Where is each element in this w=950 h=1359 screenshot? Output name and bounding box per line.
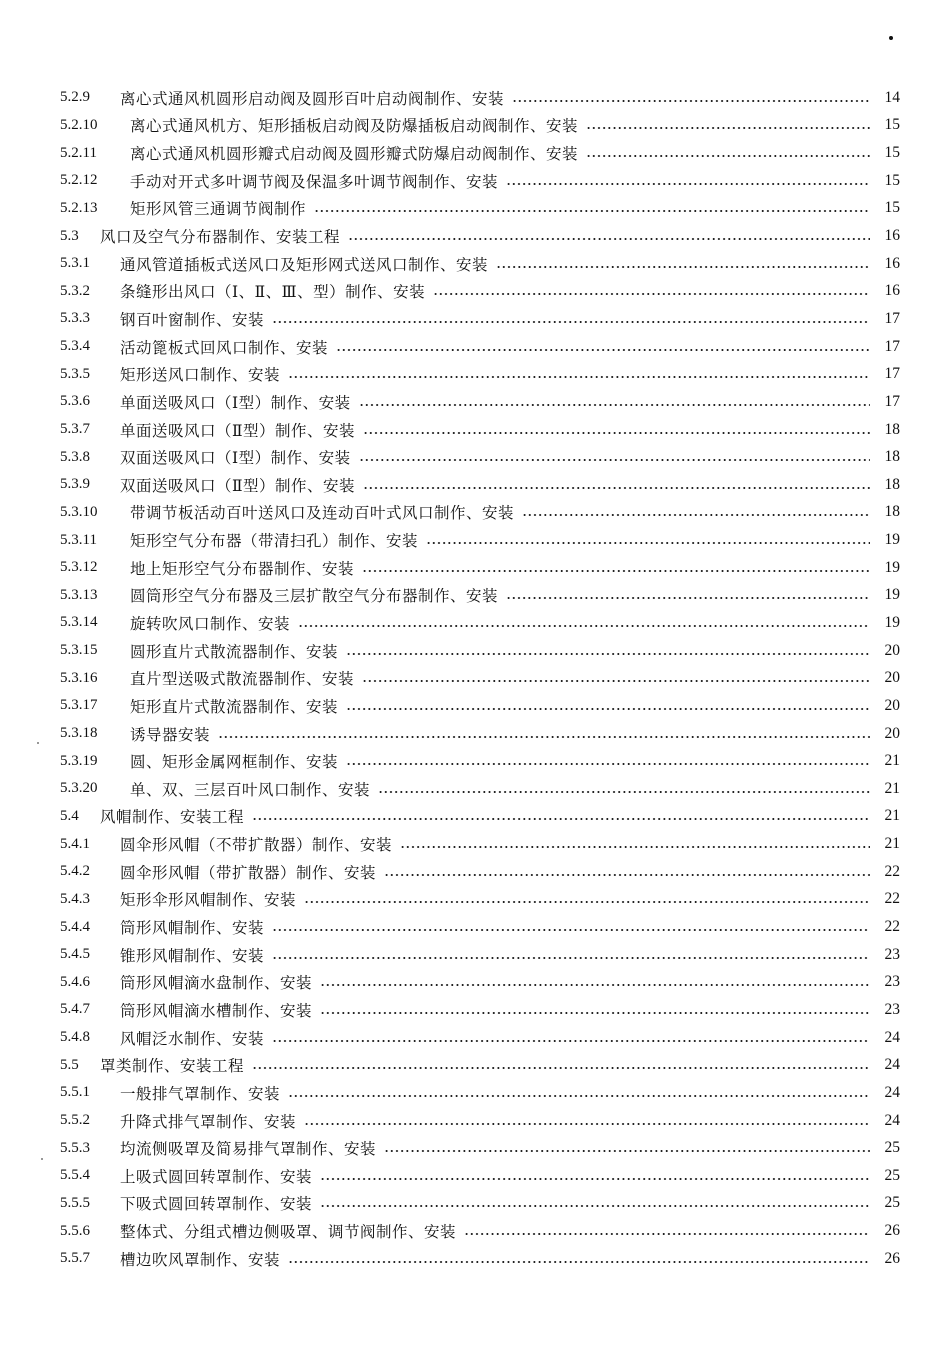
toc-entry-title: 矩形空气分布器（带清扫孔）制作、安装 (130, 532, 419, 551)
dot-leader (359, 404, 870, 406)
toc-entry-number: 5.3.20 (60, 780, 98, 797)
toc-subsection-entry[interactable] (60, 195, 900, 223)
dot-leader (320, 1012, 870, 1014)
toc-entry-number: 5.2.11 (60, 144, 97, 161)
dot-leader (384, 874, 870, 876)
toc-entry-page-number: 20 (884, 696, 900, 714)
dot-leader (320, 984, 870, 986)
dot-leader (512, 100, 870, 102)
toc-subsection-entry[interactable] (60, 913, 900, 941)
toc-entry-page-number: 26 (884, 1249, 900, 1267)
toc-subsection-entry[interactable] (60, 609, 900, 637)
dot-leader (320, 1178, 870, 1180)
dot-leader (272, 957, 870, 959)
table-of-contents (60, 84, 900, 1273)
toc-entry-number: 5.3.15 (60, 642, 98, 659)
dot-leader (464, 1233, 870, 1235)
toc-entry-page-number: 17 (884, 309, 900, 327)
toc-entry-page-number: 24 (884, 1111, 900, 1129)
dot-leader (272, 1040, 870, 1042)
dot-leader (426, 542, 870, 544)
toc-entry-number: 5.4.2 (60, 863, 90, 880)
toc-entry-title: 升降式排气罩制作、安装 (120, 1112, 297, 1131)
dot-leader (298, 625, 870, 627)
toc-entry-title: 矩形伞形风帽制作、安装 (120, 891, 297, 910)
toc-entry-page-number: 21 (884, 752, 900, 770)
toc-entry-title: 筒形风帽制作、安装 (120, 919, 265, 938)
toc-entry-page-number: 25 (884, 1194, 900, 1212)
toc-entry-page-number: 22 (884, 862, 900, 880)
toc-entry-title: 离心式通风机圆形启动阀及圆形百叶启动阀制作、安装 (120, 89, 505, 108)
dot-leader (218, 736, 870, 738)
dot-leader (400, 846, 870, 848)
dot-leader (304, 1123, 870, 1125)
toc-entry-page-number: 26 (884, 1222, 900, 1240)
toc-entry-page-number: 19 (884, 613, 900, 631)
toc-entry-number: 5.3.16 (60, 669, 98, 686)
toc-subsection-entry[interactable] (60, 277, 900, 305)
toc-entry-number: 5.5.1 (60, 1084, 90, 1101)
toc-entry-page-number: 21 (884, 807, 900, 825)
toc-entry-number: 5.3.4 (60, 338, 90, 355)
dot-leader (252, 1067, 870, 1069)
toc-entry-page-number: 23 (884, 945, 900, 963)
toc-subsection-entry[interactable] (60, 1162, 900, 1190)
toc-entry-page-number: 17 (884, 365, 900, 383)
dot-leader (433, 293, 870, 295)
dot-leader (252, 818, 870, 820)
toc-entry-number: 5.5.4 (60, 1167, 90, 1184)
toc-subsection-entry[interactable] (60, 499, 900, 527)
toc-entry-title: 离心式通风机方、矩形插板启动阀及防爆插板启动阀制作、安装 (130, 117, 579, 136)
toc-entry-number: 5.2.13 (60, 199, 98, 216)
toc-entry-number: 5.3.2 (60, 282, 90, 299)
toc-entry-number: 5.2.10 (60, 116, 98, 133)
toc-entry-number: 5.3.5 (60, 365, 90, 382)
toc-entry-number: 5.3.9 (60, 476, 90, 493)
toc-subsection-entry[interactable] (60, 1024, 900, 1052)
toc-subsection-entry[interactable] (60, 250, 900, 278)
toc-entry-title: 单、双、三层百叶风口制作、安装 (130, 780, 371, 799)
toc-subsection-entry[interactable] (60, 305, 900, 333)
scan-speck (37, 742, 39, 744)
toc-entry-page-number: 18 (884, 420, 900, 438)
toc-subsection-entry[interactable] (60, 775, 900, 803)
dot-leader (506, 597, 870, 599)
toc-entry-number: 5.3.3 (60, 310, 90, 327)
toc-entry-title: 单面送吸风口（Ⅱ型）制作、安装 (120, 421, 356, 440)
toc-entry-page-number: 16 (884, 227, 900, 245)
toc-entry-title: 矩形直片式散流器制作、安装 (130, 697, 339, 716)
dot-leader (496, 266, 870, 268)
toc-entry-page-number: 17 (884, 337, 900, 355)
dot-leader (304, 901, 870, 903)
toc-entry-title: 钢百叶窗制作、安装 (120, 310, 265, 329)
toc-entry-page-number: 21 (884, 779, 900, 797)
toc-entry-page-number: 20 (884, 641, 900, 659)
toc-entry-title: 矩形送风口制作、安装 (120, 366, 281, 385)
toc-entry-title: 直片型送吸式散流器制作、安装 (130, 670, 355, 689)
toc-entry-page-number: 19 (884, 558, 900, 576)
toc-subsection-entry[interactable] (60, 416, 900, 444)
toc-entry-number: 5.3.17 (60, 697, 98, 714)
toc-subsection-entry[interactable] (60, 139, 900, 167)
toc-subsection-entry[interactable] (60, 692, 900, 720)
toc-entry-page-number: 18 (884, 503, 900, 521)
toc-subsection-entry[interactable] (60, 443, 900, 471)
toc-entry-page-number: 14 (884, 88, 900, 106)
toc-entry-title: 罩类制作、安装工程 (100, 1057, 245, 1076)
toc-entry-title: 离心式通风机圆形瓣式启动阀及圆形瓣式防爆启动阀制作、安装 (130, 145, 579, 164)
toc-subsection-entry[interactable] (60, 886, 900, 914)
toc-entry-page-number: 25 (884, 1139, 900, 1157)
toc-entry-number: 5.4.7 (60, 1001, 90, 1018)
toc-entry-title: 通风管道插板式送风口及矩形网式送风口制作、安装 (120, 255, 489, 274)
toc-entry-title: 单面送吸风口（Ⅰ型）制作、安装 (120, 393, 351, 412)
toc-entry-number: 5.4.3 (60, 890, 90, 907)
dot-leader (320, 1205, 870, 1207)
toc-subsection-entry[interactable] (60, 333, 900, 361)
dot-leader (363, 487, 870, 489)
toc-entry-title: 矩形风管三通调节阀制作 (130, 200, 307, 219)
toc-subsection-entry[interactable] (60, 996, 900, 1024)
dot-leader (346, 708, 870, 710)
toc-entry-number: 5.3 (60, 227, 79, 244)
toc-entry-number: 5.2.9 (60, 89, 90, 106)
dot-leader (336, 349, 870, 351)
toc-subsection-entry[interactable] (60, 388, 900, 416)
toc-entry-page-number: 16 (884, 282, 900, 300)
toc-entry-title: 手动对开式多叶调节阀及保温多叶调节阀制作、安装 (130, 172, 499, 191)
dot-leader (346, 653, 870, 655)
toc-entry-title: 诱导器安装 (130, 725, 211, 744)
toc-entry-number: 5.3.11 (60, 531, 97, 548)
toc-entry-page-number: 19 (884, 586, 900, 604)
dot-leader (362, 680, 870, 682)
toc-subsection-entry[interactable] (60, 167, 900, 195)
toc-entry-title: 锥形风帽制作、安装 (120, 946, 265, 965)
toc-entry-title: 筒形风帽滴水槽制作、安装 (120, 1001, 313, 1020)
toc-entry-number: 5.5.3 (60, 1139, 90, 1156)
toc-entry-title: 筒形风帽滴水盘制作、安装 (120, 974, 313, 993)
toc-section-entry[interactable] (60, 803, 900, 831)
toc-entry-page-number: 20 (884, 724, 900, 742)
dot-leader (586, 127, 870, 129)
toc-entry-page-number: 16 (884, 254, 900, 272)
toc-subsection-entry[interactable] (60, 969, 900, 997)
toc-entry-page-number: 23 (884, 1000, 900, 1018)
dot-leader (288, 376, 870, 378)
dot-leader (586, 155, 870, 157)
toc-subsection-entry[interactable] (60, 84, 900, 112)
toc-subsection-entry[interactable] (60, 664, 900, 692)
toc-entry-page-number: 24 (884, 1083, 900, 1101)
toc-entry-number: 5.4.1 (60, 835, 90, 852)
toc-entry-page-number: 20 (884, 669, 900, 687)
toc-entry-number: 5.5 (60, 1056, 79, 1073)
toc-entry-number: 5.4 (60, 807, 79, 824)
dot-leader (272, 929, 870, 931)
toc-entry-title: 风帽制作、安装工程 (100, 808, 245, 827)
toc-entry-page-number: 15 (884, 144, 900, 162)
toc-entry-title: 均流侧吸罩及简易排气罩制作、安装 (120, 1140, 377, 1159)
toc-entry-title: 上吸式圆回转罩制作、安装 (120, 1167, 313, 1186)
toc-entry-number: 5.3.1 (60, 255, 90, 272)
toc-entry-number: 5.3.18 (60, 725, 98, 742)
toc-subsection-entry[interactable] (60, 360, 900, 388)
toc-subsection-entry[interactable] (60, 526, 900, 554)
toc-entry-number: 5.3.19 (60, 752, 98, 769)
toc-subsection-entry[interactable] (60, 582, 900, 610)
toc-subsection-entry[interactable] (60, 747, 900, 775)
toc-subsection-entry[interactable] (60, 941, 900, 969)
toc-entry-title: 条缝形出风口（Ⅰ、Ⅱ、Ⅲ、型）制作、安装 (120, 283, 426, 302)
toc-entry-number: 5.3.12 (60, 559, 98, 576)
toc-entry-number: 5.5.6 (60, 1222, 90, 1239)
toc-entry-page-number: 25 (884, 1166, 900, 1184)
dot-leader (288, 1095, 870, 1097)
toc-entry-page-number: 19 (884, 531, 900, 549)
toc-entry-number: 5.3.8 (60, 448, 90, 465)
toc-entry-page-number: 18 (884, 475, 900, 493)
toc-entry-number: 5.3.14 (60, 614, 98, 631)
dot-leader (348, 238, 870, 240)
toc-subsection-entry[interactable] (60, 637, 900, 665)
dot-leader (362, 570, 870, 572)
toc-entry-title: 圆形直片式散流器制作、安装 (130, 642, 339, 661)
dot-leader (359, 459, 870, 461)
toc-entry-title: 圆伞形风帽（不带扩散器）制作、安装 (120, 836, 393, 855)
toc-subsection-entry[interactable] (60, 1134, 900, 1162)
toc-entry-page-number: 22 (884, 890, 900, 908)
toc-entry-title: 圆筒形空气分布器及三层扩散空气分布器制作、安装 (130, 587, 499, 606)
toc-section-entry[interactable] (60, 222, 900, 250)
toc-entry-page-number: 21 (884, 835, 900, 853)
toc-entry-page-number: 15 (884, 171, 900, 189)
toc-subsection-entry[interactable] (60, 830, 900, 858)
toc-entry-title: 整体式、分组式槽边侧吸罩、调节阀制作、安装 (120, 1223, 457, 1242)
toc-entry-number: 5.4.8 (60, 1029, 90, 1046)
toc-subsection-entry[interactable] (60, 720, 900, 748)
toc-entry-page-number: 17 (884, 392, 900, 410)
toc-entry-number: 5.3.7 (60, 421, 90, 437)
toc-entry-number: 5.4.5 (60, 946, 90, 963)
toc-entry-page-number: 18 (884, 448, 900, 466)
toc-entry-title: 槽边吹风罩制作、安装 (120, 1250, 281, 1269)
dot-leader (506, 183, 870, 185)
toc-entry-title: 地上矩形空气分布器制作、安装 (130, 559, 355, 578)
toc-entry-number: 5.4.4 (60, 918, 90, 935)
dot-leader (384, 1150, 870, 1152)
toc-subsection-entry[interactable] (60, 554, 900, 582)
toc-entry-page-number: 15 (884, 199, 900, 217)
toc-subsection-entry[interactable] (60, 1079, 900, 1107)
dot-leader (346, 763, 870, 765)
toc-entry-page-number: 22 (884, 918, 900, 936)
toc-entry-title: 圆、矩形金属网框制作、安装 (130, 753, 339, 772)
toc-subsection-entry[interactable] (60, 1107, 900, 1135)
toc-entry-number: 5.5.7 (60, 1250, 90, 1267)
toc-entry-page-number: 23 (884, 973, 900, 991)
toc-entry-title: 风口及空气分布器制作、安装工程 (100, 228, 341, 247)
toc-entry-title: 旋转吹风口制作、安装 (130, 614, 291, 633)
dot-leader (363, 432, 870, 434)
scan-speck (41, 1158, 43, 1160)
page-mark-dot (889, 36, 893, 40)
dot-leader (314, 210, 870, 212)
toc-entry-number: 5.3.13 (60, 586, 98, 603)
toc-entry-page-number: 24 (884, 1028, 900, 1046)
toc-entry-number: 5.5.2 (60, 1112, 90, 1129)
toc-entry-title: 圆伞形风帽（带扩散器）制作、安装 (120, 863, 377, 882)
toc-entry-number: 5.3.10 (60, 503, 98, 520)
toc-entry-title: 活动篦板式回风口制作、安装 (120, 338, 329, 357)
toc-entry-title: 双面送吸风口（Ⅰ型）制作、安装 (120, 449, 351, 468)
toc-entry-title: 带调节板活动百叶送风口及连动百叶式风口制作、安装 (130, 504, 515, 523)
dot-leader (288, 1261, 870, 1263)
toc-entry-number: 5.4.6 (60, 973, 90, 990)
toc-entry-page-number: 15 (884, 116, 900, 134)
toc-entry-number: 5.3.6 (60, 393, 90, 410)
toc-subsection-entry[interactable] (60, 1245, 900, 1273)
dot-leader (522, 514, 870, 516)
toc-entry-title: 双面送吸风口（Ⅱ型）制作、安装 (120, 476, 356, 495)
dot-leader (378, 791, 870, 793)
toc-section-entry[interactable] (60, 1051, 900, 1079)
toc-entry-page-number: 24 (884, 1056, 900, 1074)
toc-subsection-entry[interactable] (60, 471, 900, 499)
toc-entry-title: 风帽泛水制作、安装 (120, 1029, 265, 1048)
dot-leader (272, 321, 870, 323)
toc-subsection-entry[interactable] (60, 858, 900, 886)
toc-subsection-entry[interactable] (60, 1217, 900, 1245)
toc-entry-number: 5.2.12 (60, 172, 98, 189)
toc-entry-number: 5.5.5 (60, 1194, 90, 1211)
toc-subsection-entry[interactable] (60, 112, 900, 140)
toc-subsection-entry[interactable] (60, 1190, 900, 1218)
toc-entry-title: 一般排气罩制作、安装 (120, 1084, 281, 1103)
toc-entry-title: 下吸式圆回转罩制作、安装 (120, 1195, 313, 1214)
